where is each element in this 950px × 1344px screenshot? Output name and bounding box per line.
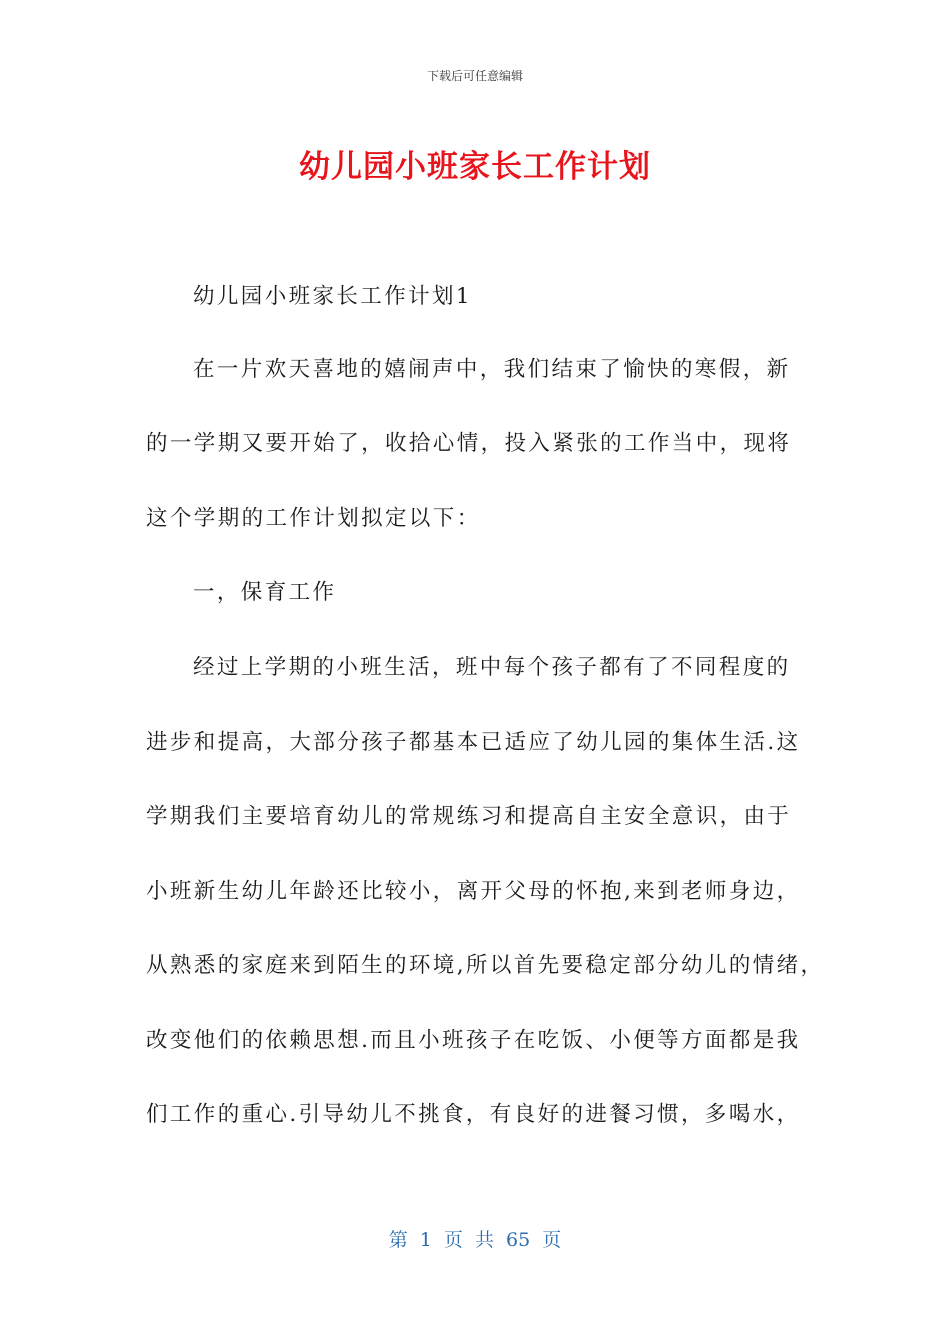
page-number-footer: 第 1 页 共 65 页	[388, 1229, 562, 1251]
section-subtitle: 幼儿园小班家长工作计划1	[193, 284, 472, 309]
paragraph-line: 进步和提高，大部分孩子都基本已适应了幼儿园的集体生活.这	[146, 730, 801, 755]
paragraph-line: 这个学期的工作计划拟定以下：	[146, 506, 481, 531]
paragraph-line: 从熟悉的家庭来到陌生的环境,所以首先要稳定部分幼儿的情绪，	[146, 953, 825, 978]
document-title: 幼儿园小班家长工作计划	[299, 149, 651, 185]
paragraph-line: 们工作的重心.引导幼儿不挑食，有良好的进餐习惯，多喝水，	[146, 1102, 801, 1127]
section-heading: 一，保育工作	[193, 580, 337, 605]
paragraph-line: 改变他们的依赖思想.而且小班孩子在吃饭、小便等方面都是我	[146, 1028, 801, 1053]
paragraph-line: 小班新生幼儿年龄还比较小，离开父母的怀抱,来到老师身边，	[146, 879, 801, 904]
paragraph-line: 的一学期又要开始了，收拾心情，投入紧张的工作当中，现将	[146, 431, 792, 456]
paragraph-line: 学期我们主要培育幼儿的常规练习和提高自主安全意识，由于	[146, 804, 792, 829]
header-note: 下载后可任意编辑	[426, 69, 523, 83]
paragraph-line: 在一片欢天喜地的嬉闹声中，我们结束了愉快的寒假，新	[193, 357, 791, 382]
paragraph-line: 经过上学期的小班生活，班中每个孩子都有了不同程度的	[193, 655, 791, 680]
